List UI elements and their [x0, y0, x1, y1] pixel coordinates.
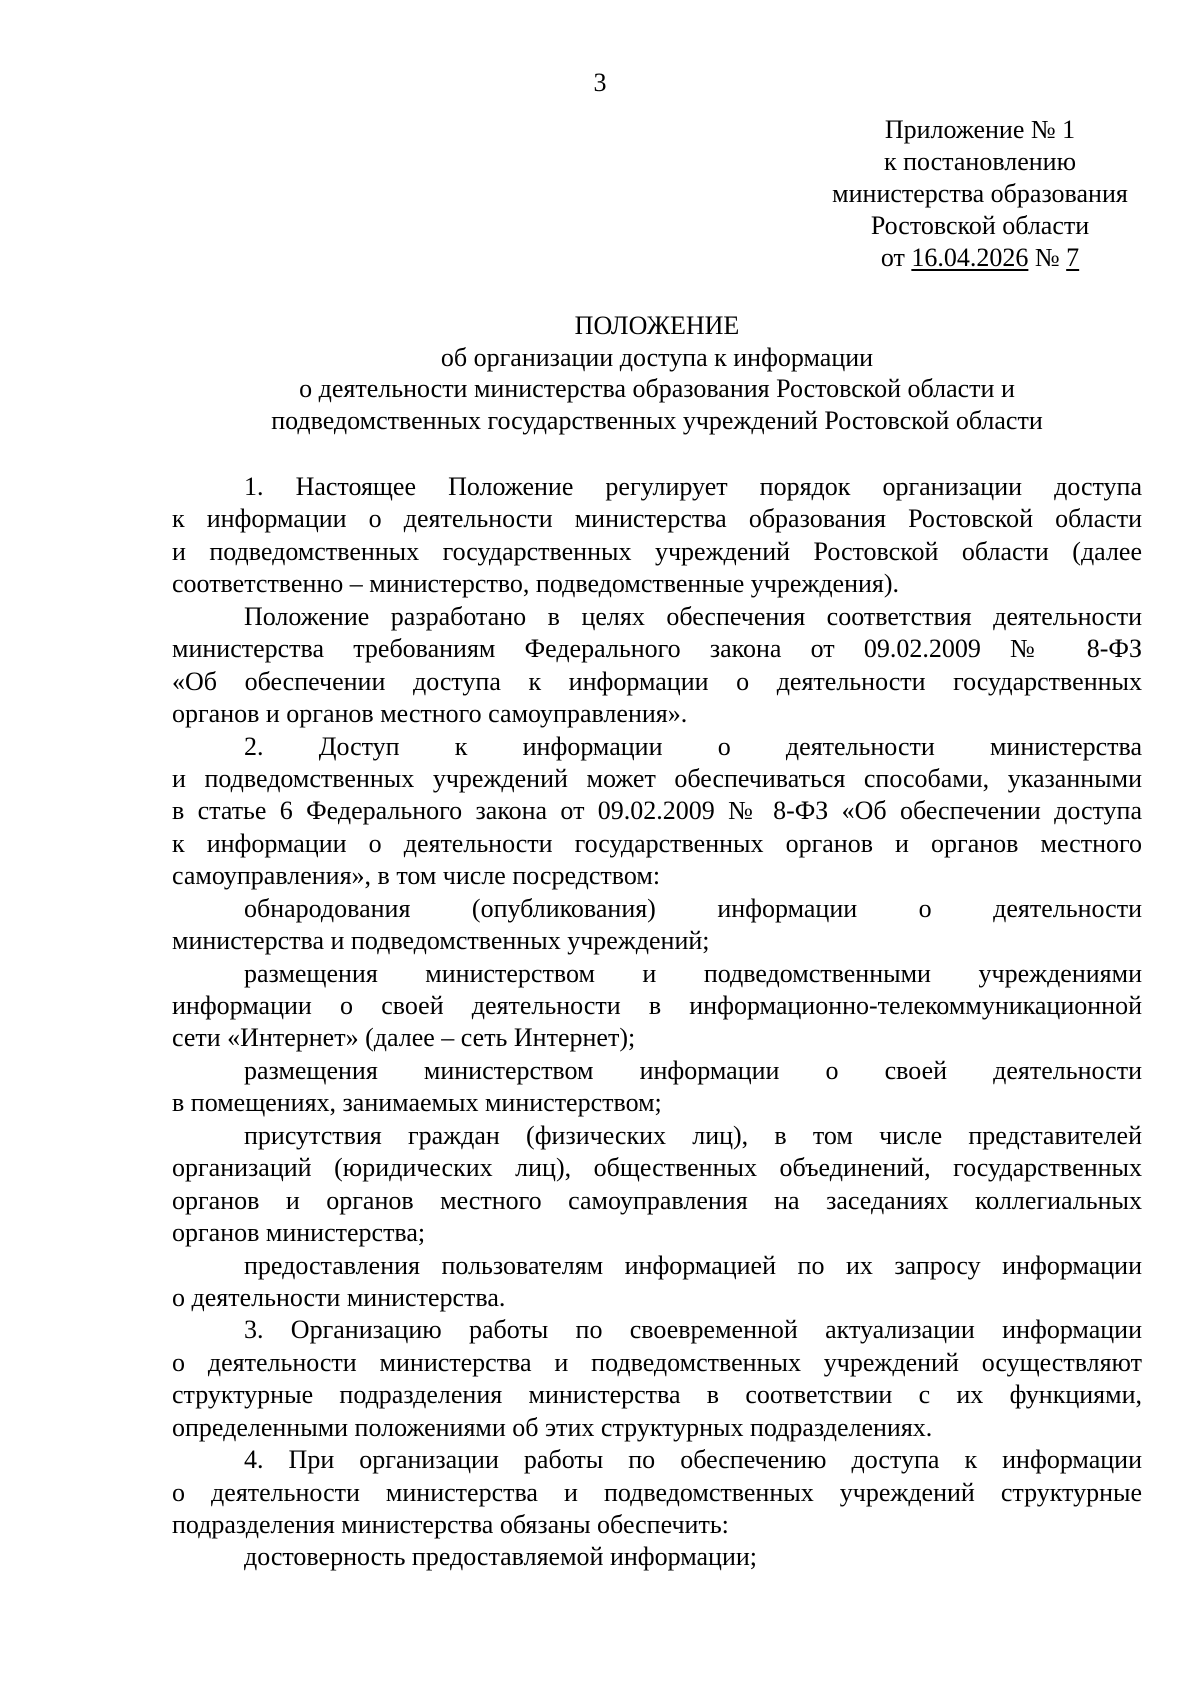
body-line: организаций (юридических лиц), общественных объединений, государственных — [172, 1153, 1142, 1183]
body-line: структурные подразделения министерства в соответствии с их функциями, — [172, 1380, 1142, 1410]
title-line-2: о деятельности министерства образования Ростовской области и — [299, 374, 1015, 403]
body-line: о деятельности министерства и подведомственных учреждений осуществляют — [172, 1347, 1142, 1377]
document-title — [172, 310, 1142, 436]
body-line: к информации о деятельности государственных органов и органов местного — [172, 828, 1142, 858]
body-line: 1. Настоящее Положение регулирует порядок организации доступа — [244, 472, 1142, 501]
body-line: определенными положениями об этих структурных подразделениях. — [172, 1412, 933, 1442]
appendix-header — [812, 114, 1148, 274]
body-line: размещения министерством и подведомственными учреждениями — [244, 958, 1142, 988]
body-line: обнародования (опубликования) информации о деятельности — [244, 893, 1142, 923]
appendix-line-4: Ростовской области — [870, 211, 1090, 240]
body-line: в помещениях, занимаемых министерством; — [172, 1088, 662, 1118]
body-line: и подведомственных государственных учреждений Ростовской области (далее — [172, 536, 1142, 566]
body-line: Положение разработано в целях обеспечения соответствия деятельности — [244, 601, 1142, 631]
page-number: 3 — [593, 68, 607, 97]
body-line: 3. Организацию работы по своевременной актуализации информации — [244, 1315, 1142, 1345]
body-line: присутствия граждан (физических лиц), в том числе представителей — [244, 1120, 1142, 1150]
appendix-line-1: Приложение № 1 — [884, 115, 1076, 144]
body-line: соответственно – министерство, подведомственные учреждения). — [172, 569, 900, 599]
body-line: и подведомственных учреждений может обеспечиваться способами, указанными — [172, 763, 1142, 793]
document-body — [172, 471, 1142, 1574]
body-line: предоставления пользователям информацией по их запросу информации — [244, 1250, 1142, 1280]
body-line: к информации о деятельности министерства образования Ростовской области — [172, 504, 1142, 534]
body-line: органов и органов местного самоуправления». — [172, 699, 688, 729]
body-line: информации о своей деятельности в информационно-телекоммуникационной — [172, 991, 1142, 1020]
body-line: министерства требованиям Федерального закона от 09.02.2009 № 8-ФЗ — [172, 634, 1142, 664]
title-line-1: об организации доступа к информации — [440, 342, 874, 372]
body-line: самоуправления», в том числе посредством: — [172, 861, 661, 891]
body-line: органов министерства; — [172, 1218, 426, 1248]
appendix-line-3: министерства образования — [832, 179, 1128, 208]
body-line: размещения министерством информации о своей деятельности — [244, 1055, 1142, 1085]
title-heading: ПОЛОЖЕНИЕ — [574, 311, 740, 340]
resolution-date: 16.04.2026 — [911, 243, 1029, 272]
body-line: о деятельности министерства. — [172, 1282, 506, 1312]
date-prefix: от — [880, 243, 912, 272]
body-line: «Об обеспечении доступа к информации о деятельности государственных — [172, 666, 1142, 696]
body-line: органов и органов местного самоуправления на заседаниях коллегиальных — [172, 1185, 1142, 1215]
title-line-3: подведомственных государственных учреждений Ростовской области — [271, 405, 1043, 435]
body-line: 4. При организации работы по обеспечению доступа к информации — [244, 1445, 1142, 1475]
body-line: министерства и подведомственных учреждений; — [172, 926, 710, 956]
appendix-date-line — [812, 242, 1148, 274]
body-line: 2. Доступ к информации о деятельности министерства — [244, 731, 1142, 761]
body-line: о деятельности министерства и подведомственных учреждений структурные — [172, 1477, 1142, 1507]
appendix-line-2: к постановлению — [883, 147, 1077, 176]
body-line: достоверность предоставляемой информации; — [244, 1542, 758, 1572]
body-line: подразделения министерства обязаны обеспечить: — [172, 1510, 729, 1539]
number-prefix: № — [1028, 243, 1067, 272]
body-line: в статье 6 Федерального закона от 09.02.2009 № 8-ФЗ «Об обеспечении доступа — [172, 796, 1142, 826]
resolution-number: 7 — [1066, 243, 1080, 272]
body-line: сети «Интернет» (далее – сеть Интернет); — [172, 1023, 636, 1053]
